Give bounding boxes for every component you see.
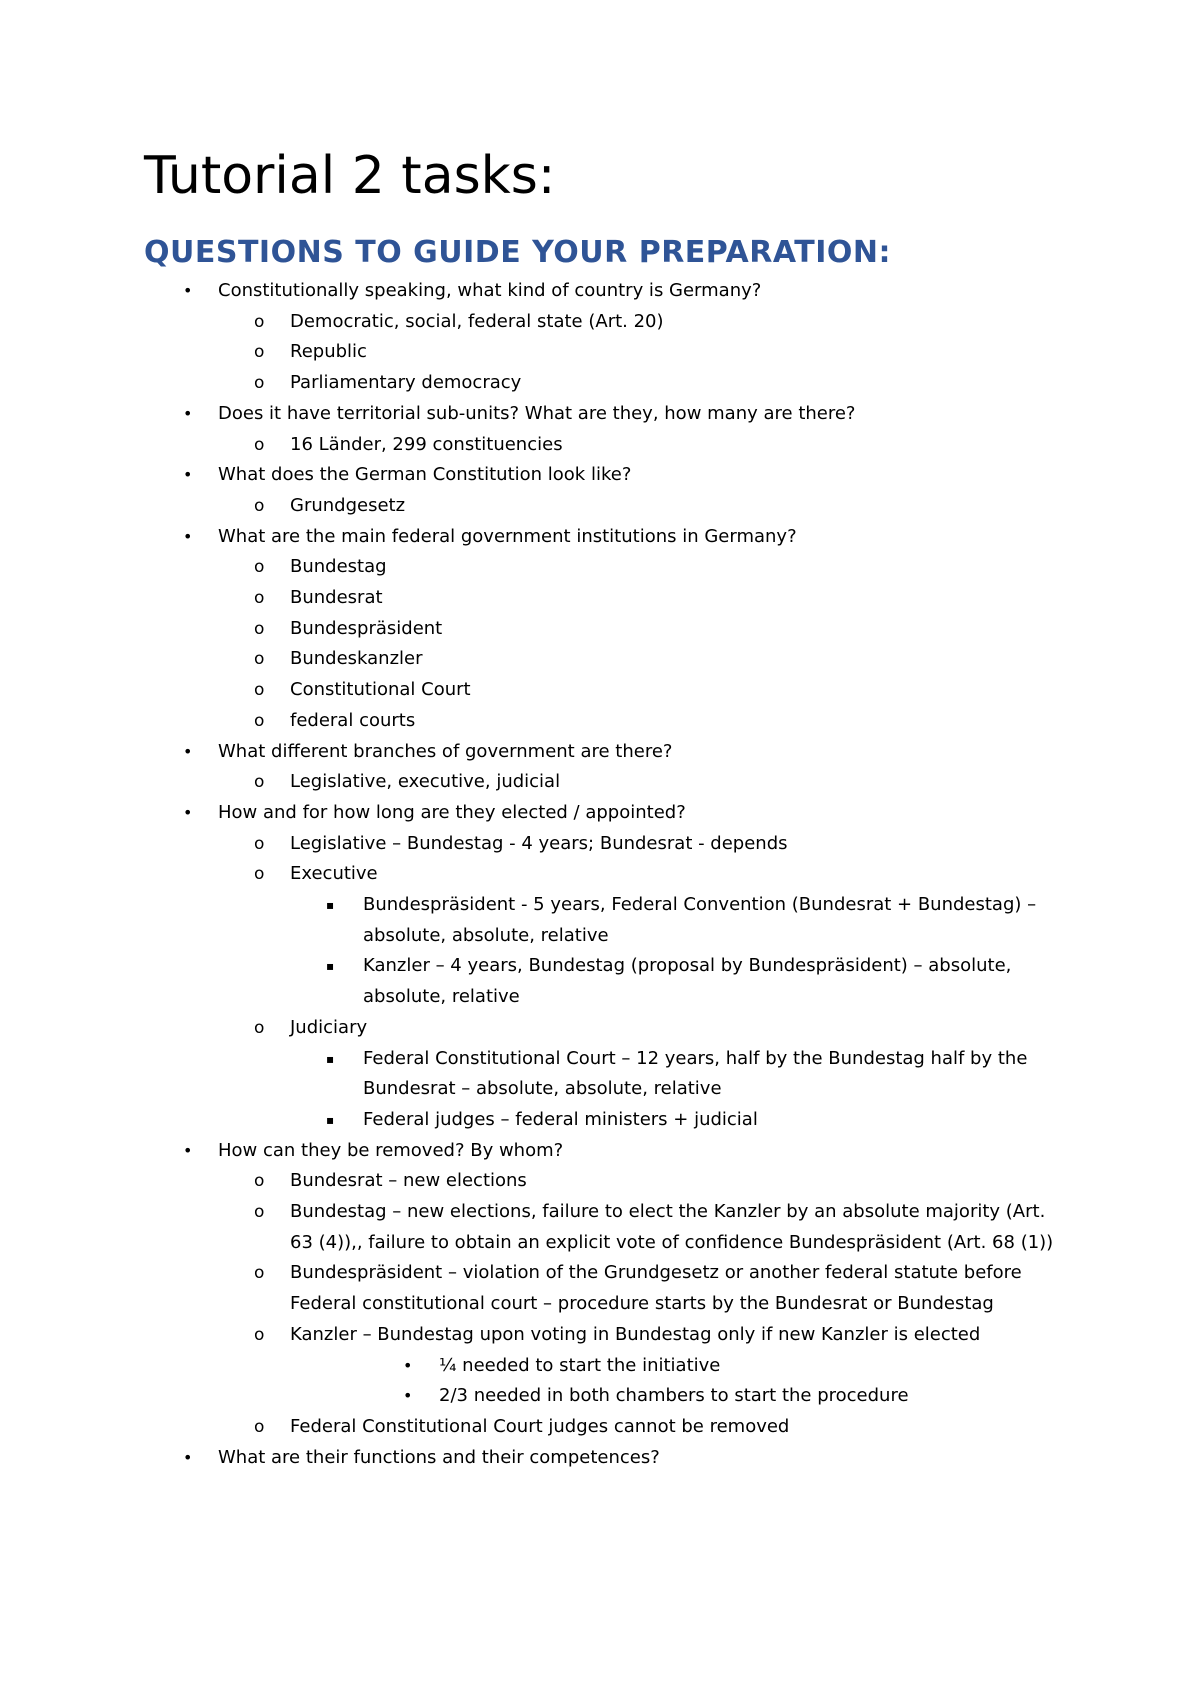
list-marker-level-2: o (254, 834, 265, 854)
list-item-level-2: Grundgesetz (290, 495, 406, 516)
list-item-level-2: Legislative, executive, judicial (290, 771, 561, 792)
list-marker-level-2: o (254, 680, 265, 700)
list-item-level-2: Bundespräsident – violation of the Grundgesetz or another federal statute before (290, 1262, 1022, 1283)
list-marker-level-3: ▪ (326, 1113, 335, 1127)
list-item-level-1: What does the German Constitution look like? (218, 464, 632, 485)
list-marker-level-2: o (254, 649, 265, 669)
list-item-level-1: Does it have territorial sub-units? What are they, how many are there? (218, 403, 856, 424)
list-marker-level-2: o (254, 711, 265, 731)
list-item-level-2: Federal Constitutional Court judges cannot be removed (290, 1416, 790, 1437)
list-marker-level-2: o (254, 1202, 265, 1222)
list-item-level-4: ¼ needed to start the initiative (439, 1355, 721, 1376)
list-item-level-3: Bundespräsident - 5 years, Federal Convention (Bundesrat + Bundestag) – (363, 894, 1037, 915)
list-item-level-4: 2/3 needed in both chambers to start the procedure (439, 1385, 909, 1406)
list-item-level-1: What different branches of government are there? (218, 741, 673, 762)
list-marker-level-2: o (254, 772, 265, 792)
list-item-level-2: Bundesrat (290, 587, 383, 608)
list-marker-level-2: o (254, 1417, 265, 1437)
list-marker-level-2: o (254, 496, 265, 516)
list-marker-level-2: o (254, 435, 265, 455)
list-item-level-1: What are their functions and their competences? (218, 1447, 660, 1468)
list-marker-level-1: • (183, 803, 193, 822)
list-item-level-2: 63 (4)),, failure to obtain an explicit vote of confidence Bundespräsident (Art. 68 (1)) (290, 1232, 1054, 1253)
list-item-level-1: Constitutionally speaking, what kind of country is Germany? (218, 280, 762, 301)
list-marker-level-1: • (183, 281, 193, 300)
list-marker-level-2: o (254, 373, 265, 393)
list-item-level-2: Parliamentary democracy (290, 372, 522, 393)
list-marker-level-2: o (254, 588, 265, 608)
list-item-level-2: Bundespräsident (290, 618, 443, 639)
list-marker-level-1: • (183, 1141, 193, 1160)
list-item-level-2: Bundestag (290, 556, 387, 577)
list-item-level-2: Federal constitutional court – procedure starts by the Bundesrat or Bundestag (290, 1293, 994, 1314)
section-heading: QUESTIONS TO GUIDE YOUR PREPARATION: (144, 235, 891, 270)
list-marker-level-2: o (254, 1263, 265, 1283)
document-title: Tutorial 2 tasks: (144, 146, 556, 206)
list-item-level-2: Kanzler – Bundestag upon voting in Bundestag only if new Kanzler is elected (290, 1324, 981, 1345)
list-item-level-2: Judiciary (290, 1017, 368, 1038)
list-marker-level-2: o (254, 312, 265, 332)
list-item-level-3: Kanzler – 4 years, Bundestag (proposal by Bundespräsident) – absolute, (363, 955, 1012, 976)
list-item-level-3: Federal Constitutional Court – 12 years, half by the Bundestag half by the (363, 1048, 1028, 1069)
list-item-level-2: Constitutional Court (290, 679, 471, 700)
list-item-level-2: federal courts (290, 710, 416, 731)
list-item-level-2: Bundeskanzler (290, 648, 423, 669)
list-item-level-2: Bundesrat – new elections (290, 1170, 527, 1191)
list-item-level-2: Executive (290, 863, 378, 884)
list-marker-level-4: • (403, 1356, 413, 1375)
list-item-level-3: Federal judges – federal ministers + judicial (363, 1109, 758, 1130)
list-marker-level-2: o (254, 1171, 265, 1191)
list-marker-level-3: ▪ (326, 959, 335, 973)
list-marker-level-3: ▪ (326, 898, 335, 912)
list-marker-level-1: • (183, 742, 193, 761)
list-marker-level-4: • (403, 1386, 413, 1405)
list-item-level-3: absolute, absolute, relative (363, 925, 609, 946)
list-marker-level-3: ▪ (326, 1052, 335, 1066)
list-item-level-1: How can they be removed? By whom? (218, 1140, 564, 1161)
list-item-level-3: absolute, relative (363, 986, 520, 1007)
list-marker-level-1: • (183, 1448, 193, 1467)
list-item-level-2: Democratic, social, federal state (Art. 20) (290, 311, 664, 332)
list-marker-level-2: o (254, 864, 265, 884)
list-marker-level-2: o (254, 557, 265, 577)
list-marker-level-2: o (254, 342, 265, 362)
list-item-level-2: 16 Länder, 299 constituencies (290, 434, 563, 455)
list-marker-level-2: o (254, 1018, 265, 1038)
list-marker-level-1: • (183, 465, 193, 484)
list-item-level-1: What are the main federal government institutions in Germany? (218, 526, 797, 547)
list-item-level-3: Bundesrat – absolute, absolute, relative (363, 1078, 722, 1099)
list-marker-level-2: o (254, 1325, 265, 1345)
list-marker-level-1: • (183, 404, 193, 423)
list-marker-level-1: • (183, 527, 193, 546)
list-item-level-1: How and for how long are they elected / appointed? (218, 802, 686, 823)
list-item-level-2: Legislative – Bundestag - 4 years; Bundesrat - depends (290, 833, 788, 854)
list-marker-level-2: o (254, 619, 265, 639)
list-item-level-2: Republic (290, 341, 367, 362)
list-item-level-2: Bundestag – new elections, failure to elect the Kanzler by an absolute majority (Art. (290, 1201, 1046, 1222)
